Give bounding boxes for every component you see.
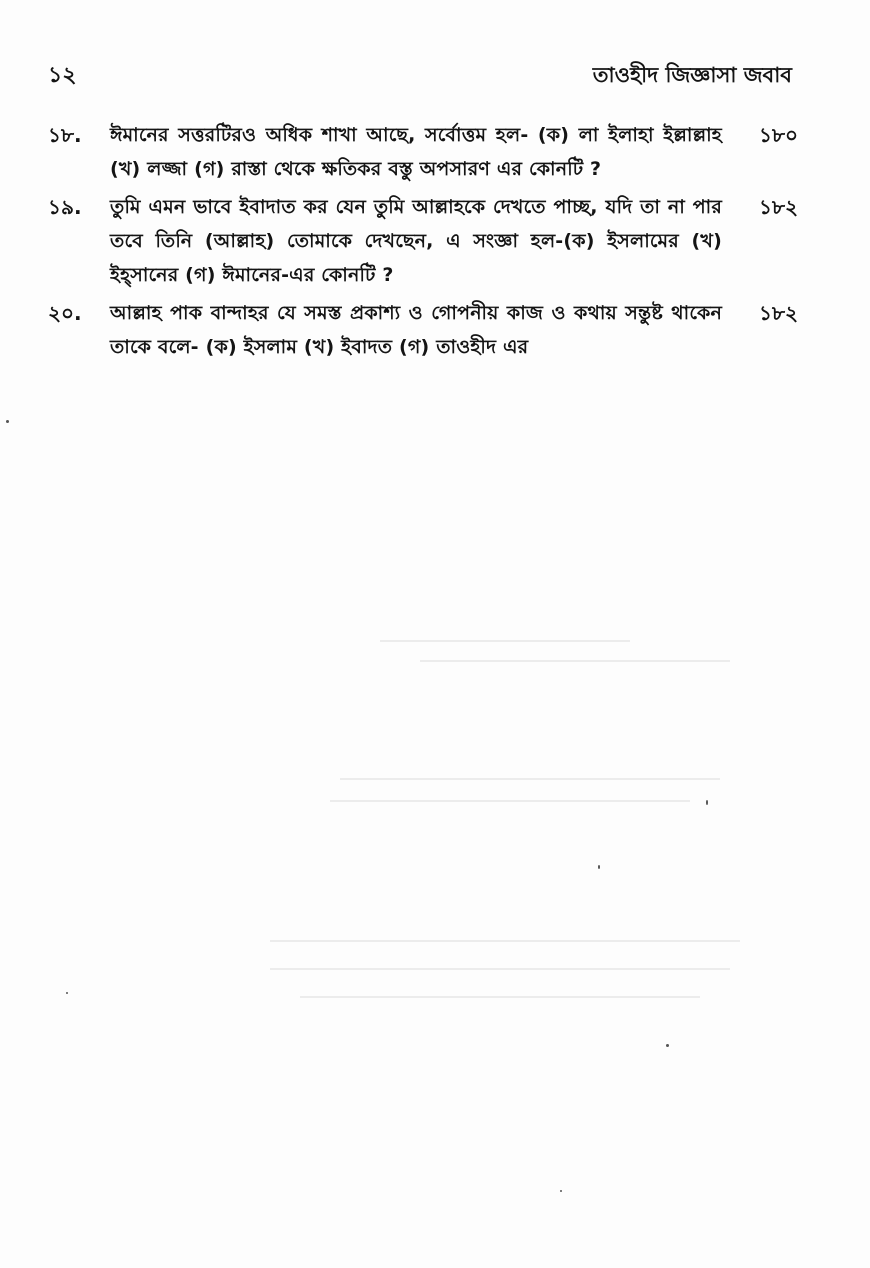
bleed-through: [270, 940, 740, 942]
page-header: [48, 56, 792, 96]
question-number: ২০.: [48, 301, 82, 325]
question-number: ১৯.: [48, 195, 82, 219]
question-text: ঈমানের সত্তরটিরও অধিক শাখা আছে, সর্বোত্তম হল- (ক) লা ইলাহা ইল্লাল্লাহ (খ) লজ্জা (গ) রাস্তা থেকে ক্ষতিকর বস্তু অপসারণ এর কোনটি ?: [110, 124, 722, 180]
scan-speck: [706, 800, 708, 805]
bleed-through: [340, 778, 720, 780]
bleed-through: [330, 800, 690, 802]
scan-speck: [66, 992, 68, 994]
bleed-through: [380, 640, 630, 642]
question-item: [48, 190, 798, 292]
question-text: আল্লাহ পাক বান্দাহর যে সমস্ত প্রকাশ্য ও গোপনীয় কাজ ও কথায় সন্তুষ্ট থাকেন তাকে বলে- (ক) ইসলাম (খ) ইবাদত (গ) তাওহীদ এর: [110, 302, 722, 358]
scan-speck: [6, 420, 9, 423]
scan-speck: [560, 1190, 562, 1192]
question-item: [48, 118, 798, 186]
bleed-through: [270, 968, 730, 970]
bleed-through: [300, 996, 700, 998]
question-list: [48, 118, 798, 368]
page-reference: ১৮২: [759, 195, 798, 219]
question-text: তুমি এমন ভাবে ইবাদাত কর যেন তুমি আল্লাহকে দেখতে পাচ্ছ, যদি তা না পার তবে তিনি (আল্লাহ) তোমাকে দেখছেন, এ সংজ্ঞা হল-(ক) ইসলামের (খ) ইহ্সানের (গ) ঈমানের-এর কোনটি ?: [110, 196, 722, 286]
bleed-through: [420, 660, 730, 662]
scan-speck: [598, 865, 600, 869]
scan-speck: [666, 1044, 669, 1047]
question-number: ১৮.: [48, 123, 82, 147]
book-title: তাওহীদ জিজ্ঞাসা জবাব: [592, 62, 792, 87]
page-reference: ১৮০: [759, 123, 798, 147]
page-number: ১২: [48, 62, 77, 88]
page-reference: ১৮২: [759, 301, 798, 325]
question-item: [48, 296, 798, 364]
